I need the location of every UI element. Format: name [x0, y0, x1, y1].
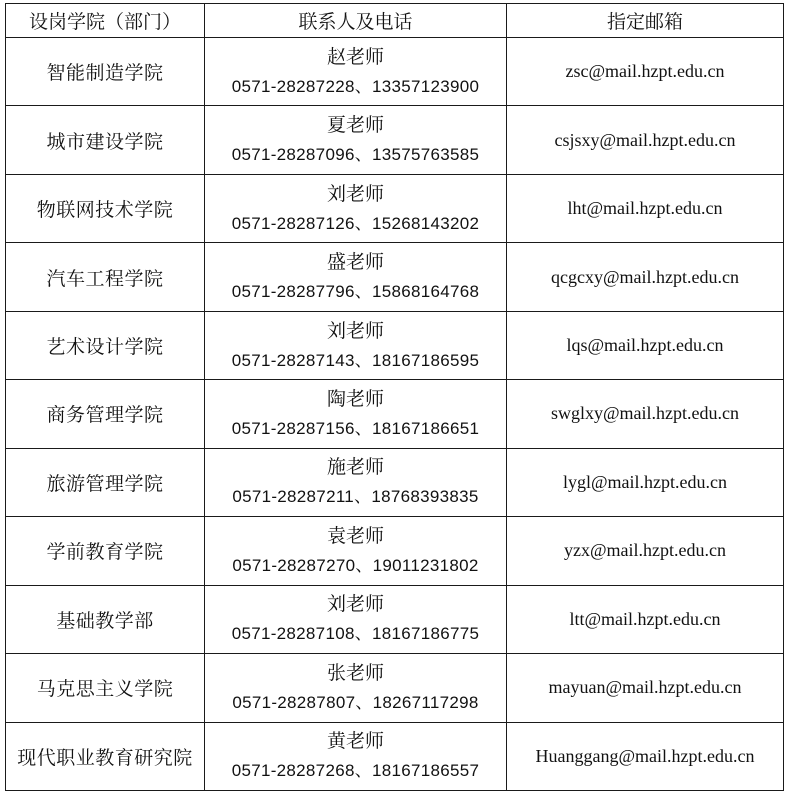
contact-phone: 0571-28287143、18167186595: [231, 350, 480, 370]
contact-name: 刘老师: [326, 319, 384, 342]
contact-cell: [205, 585, 507, 653]
department-cell: 艺术设计学院: [6, 311, 205, 379]
department-cell: 汽车工程学院: [6, 243, 205, 311]
table-row: [6, 311, 784, 379]
header-department: 设岗学院（部门）: [6, 4, 205, 38]
contact-phone: 0571-28287270、19011231802: [232, 555, 479, 575]
table-row: [6, 722, 784, 790]
contact-cell: [205, 106, 507, 174]
contact-table: [5, 3, 784, 791]
contact-name: 陶老师: [326, 387, 384, 410]
contact-cell: [205, 311, 507, 379]
contact-cell: [205, 174, 507, 242]
contact-cell: [205, 448, 507, 516]
table-row: [6, 654, 784, 722]
contact-name: 盛老师: [326, 251, 384, 274]
contact-phone: 0571-28287268、18167186557: [231, 761, 480, 781]
contact-name: 夏老师: [326, 114, 384, 137]
header-row: [6, 4, 784, 38]
table-row: [6, 106, 784, 174]
contact-phone: 0571-28287211、18768393835: [232, 487, 479, 507]
email-cell: mayuan@mail.hzpt.edu.cn: [507, 654, 784, 722]
contact-cell: [205, 380, 507, 448]
email-cell: swglxy@mail.hzpt.edu.cn: [507, 380, 784, 448]
department-cell: 智能制造学院: [6, 38, 205, 106]
email-cell: zsc@mail.hzpt.edu.cn: [507, 38, 784, 106]
department-cell: 城市建设学院: [6, 106, 205, 174]
contact-cell: [205, 517, 507, 585]
email-cell: qcgcxy@mail.hzpt.edu.cn: [507, 243, 784, 311]
department-cell: 商务管理学院: [6, 380, 205, 448]
contact-cell: [205, 654, 507, 722]
table-row: [6, 585, 784, 653]
table-row: [6, 38, 784, 106]
contact-phone: 0571-28287126、15268143202: [231, 213, 480, 233]
email-cell: yzx@mail.hzpt.edu.cn: [507, 517, 784, 585]
department-cell: 基础教学部: [6, 585, 205, 653]
email-cell: lqs@mail.hzpt.edu.cn: [507, 311, 784, 379]
table-row: [6, 517, 784, 585]
contact-name: 赵老师: [326, 45, 384, 68]
contact-phone: 0571-28287108、18167186775: [231, 624, 480, 644]
header-email: 指定邮箱: [507, 4, 784, 38]
department-cell: 现代职业教育研究院: [6, 722, 205, 790]
contact-phone: 0571-28287807、18267117298: [232, 692, 479, 712]
contact-name: 张老师: [326, 661, 384, 684]
department-cell: 马克思主义学院: [6, 654, 205, 722]
contact-phone: 0571-28287796、15868164768: [231, 282, 480, 302]
table-row: [6, 380, 784, 448]
email-cell: Huanggang@mail.hzpt.edu.cn: [507, 722, 784, 790]
contact-name: 袁老师: [326, 524, 384, 547]
table-row: [6, 448, 784, 516]
email-cell: ltt@mail.hzpt.edu.cn: [507, 585, 784, 653]
header-contact: 联系人及电话: [205, 4, 507, 38]
contact-name: 黄老师: [326, 730, 384, 753]
contact-cell: [205, 722, 507, 790]
department-cell: 物联网技术学院: [6, 174, 205, 242]
contact-name: 刘老师: [326, 593, 384, 616]
contact-name: 刘老师: [326, 182, 384, 205]
contact-cell: [205, 38, 507, 106]
table-row: [6, 174, 784, 242]
email-cell: lygl@mail.hzpt.edu.cn: [507, 448, 784, 516]
contact-phone: 0571-28287228、13357123900: [231, 76, 480, 96]
table-row: [6, 243, 784, 311]
contact-name: 施老师: [326, 456, 384, 479]
department-cell: 学前教育学院: [6, 517, 205, 585]
department-cell: 旅游管理学院: [6, 448, 205, 516]
email-cell: csjsxy@mail.hzpt.edu.cn: [507, 106, 784, 174]
email-cell: lht@mail.hzpt.edu.cn: [507, 174, 784, 242]
contact-phone: 0571-28287096、13575763585: [231, 145, 480, 165]
contact-cell: [205, 243, 507, 311]
contact-phone: 0571-28287156、18167186651: [231, 418, 480, 438]
